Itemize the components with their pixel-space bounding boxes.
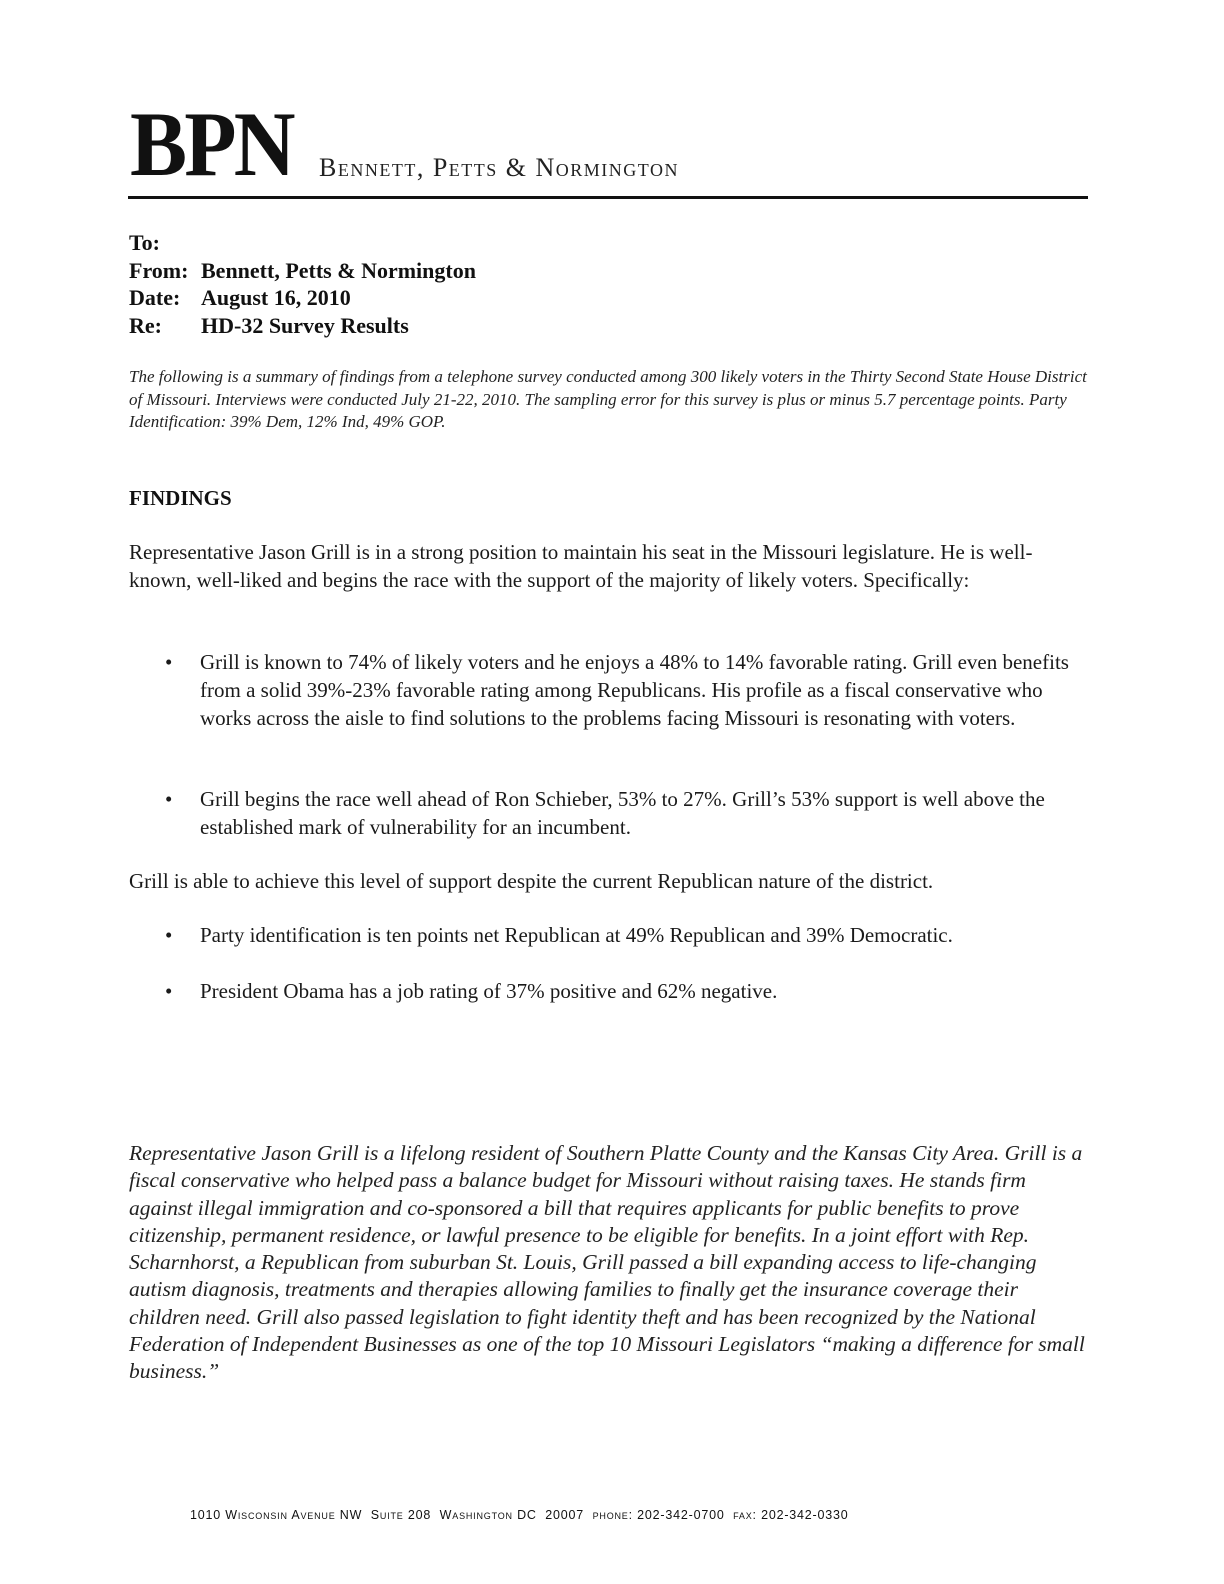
firm-name: Bennett, Petts & Normington [319, 153, 679, 182]
memo-header [129, 229, 476, 339]
memo-from-row [129, 257, 476, 285]
bullet-icon: • [165, 650, 173, 674]
bullet-text: Grill begins the race well ahead of Ron Schieber, 53% to 27%. Grill’s 53% support is well above the established mark of vulnerability for an incumbent. [200, 787, 1045, 839]
date-value: August 16, 2010 [201, 285, 351, 310]
from-value: Bennett, Petts & Normington [201, 257, 476, 283]
date-label: Date: [129, 285, 181, 310]
to-label: To: [129, 230, 160, 255]
bullet-text: Party identification is ten points net Republican at 49% Republican and 39% Democratic. [200, 923, 953, 947]
candidate-bio: Representative Jason Grill is a lifelong resident of Southern Platte County and the Kansas City Area. Grill is a fiscal conservative who helped pass a balance budget for Missouri without raising taxes. He stands firm against illegal immigration and co-sponsored a bill that requires applicants for public benefits to prove citizenship, permanent residence, or lawful presence to be eligible for benefits. In a joint effort with Rep. Scharnhorst, a Republican from suburban St. Louis, Grill passed a bill expanding access to life-changing autism diagnosis, treatments and therapies allowing families to finally get the insurance coverage their children need. Grill also passed legislation to fight identity theft and has been recognized by the National Federation of Independent Businesses as one of the top 10 Missouri Legislators “making a difference for small business.” [129, 1141, 1085, 1384]
re-label: Re: [129, 312, 162, 338]
survey-summary: The following is a summary of findings from a telephone survey conducted among 300 likely voters in the Thirty Second State House District of Missouri. Interviews were conducted July 21-22, 2010. The sampling error for this survey is plus or minus 5.7 percentage points. Party Identification: 39% Dem, 12% Ind, 49% GOP. [129, 367, 1087, 431]
letterhead [128, 93, 1088, 204]
memo-re-row [129, 312, 476, 340]
memo-date-row [129, 284, 476, 312]
bullet-icon: • [165, 979, 173, 1003]
findings-paragraph-2: Grill is able to achieve this level of support despite the current Republican nature of the district. [129, 869, 934, 893]
header-divider [128, 196, 1088, 199]
bullet-item [165, 921, 1085, 949]
findings-paragraph-1: Representative Jason Grill is in a strong position to maintain his seat in the Missouri legislature. He is well-known, well-liked and begins the race with the support of the majority of likely voters. Specifically: [129, 540, 1033, 592]
re-value: HD-32 Survey Results [201, 312, 409, 338]
bullet-item [165, 785, 1085, 841]
bullet-icon: • [165, 923, 173, 947]
bullet-icon: • [165, 787, 173, 811]
from-label: From: [129, 257, 189, 283]
footer-address: 1010 Wisconsin Avenue NW Suite 208 Washington DC 20007 phone: 202-342-0700 fax: 202-342-0330 [190, 1508, 849, 1522]
bullet-item [165, 977, 1085, 1005]
bullet-text: Grill is known to 74% of likely voters and he enjoys a 48% to 14% favorable rating. Grill even benefits from a solid 39%-23% favorable rating among Republicans. His profile as a fiscal conservative who works across the aisle to find solutions to the problems facing Missouri is resonating with voters. [200, 650, 1069, 730]
bullet-text: President Obama has a job rating of 37% positive and 62% negative. [200, 979, 778, 1003]
bullet-item [165, 648, 1085, 732]
findings-heading: FINDINGS [129, 486, 232, 510]
memo-to-row [129, 229, 476, 257]
bpn-logo: BPN [130, 93, 293, 195]
